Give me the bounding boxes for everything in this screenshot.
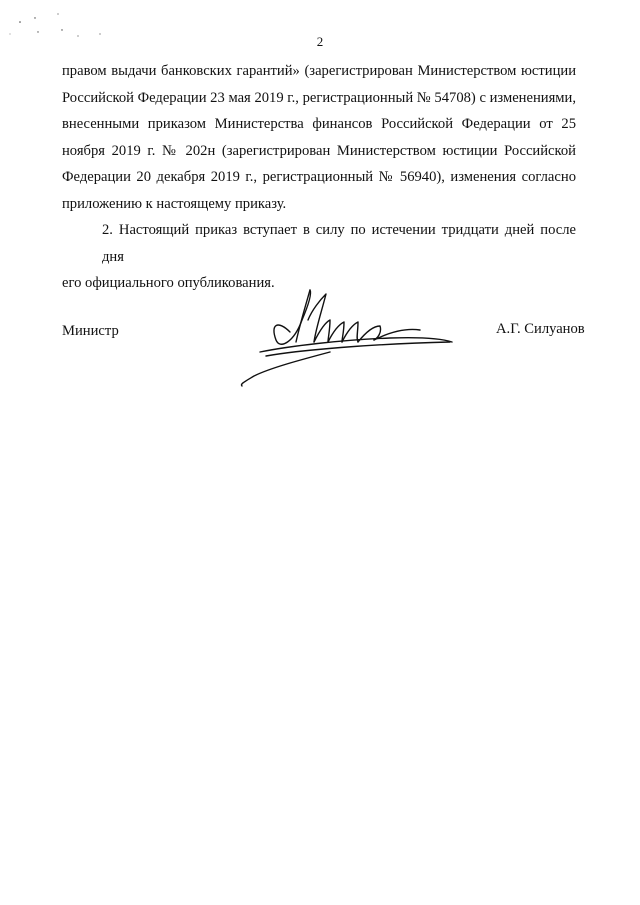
paragraph-2-line: 2. Настоящий приказ вступает в силу по истечении тридцати дней после дня xyxy=(102,222,576,265)
signatory-name: А.Г. Силуанов xyxy=(496,321,585,337)
paragraph-1-line: внесенными приказом Министерства финансов Российской Федерации от 25 xyxy=(62,116,576,132)
paragraph-1-line: Российской Федерации 23 мая 2019 г., регистрационный № 54708) с изменениями, xyxy=(62,89,576,106)
handwritten-signature xyxy=(230,280,470,400)
signatory-title: Министр xyxy=(62,323,119,339)
paragraph-1-line: Федерации 20 декабря 2019 г., регистрационный № 56940), изменения согласно xyxy=(62,169,576,185)
paragraph-2-line: его официального опубликования. xyxy=(62,275,275,291)
paragraph-1-line: ноября 2019 г. № 202н (зарегистрирован Министерством юстиции Российской xyxy=(62,142,576,159)
paragraph-1-line: правом выдачи банковских гарантий» (зарегистрирован Министерством юстиции xyxy=(62,63,576,79)
paragraph-1-line: приложению к настоящему приказу. xyxy=(62,195,287,212)
page-number: 2 xyxy=(316,34,324,49)
document-body xyxy=(62,58,576,297)
